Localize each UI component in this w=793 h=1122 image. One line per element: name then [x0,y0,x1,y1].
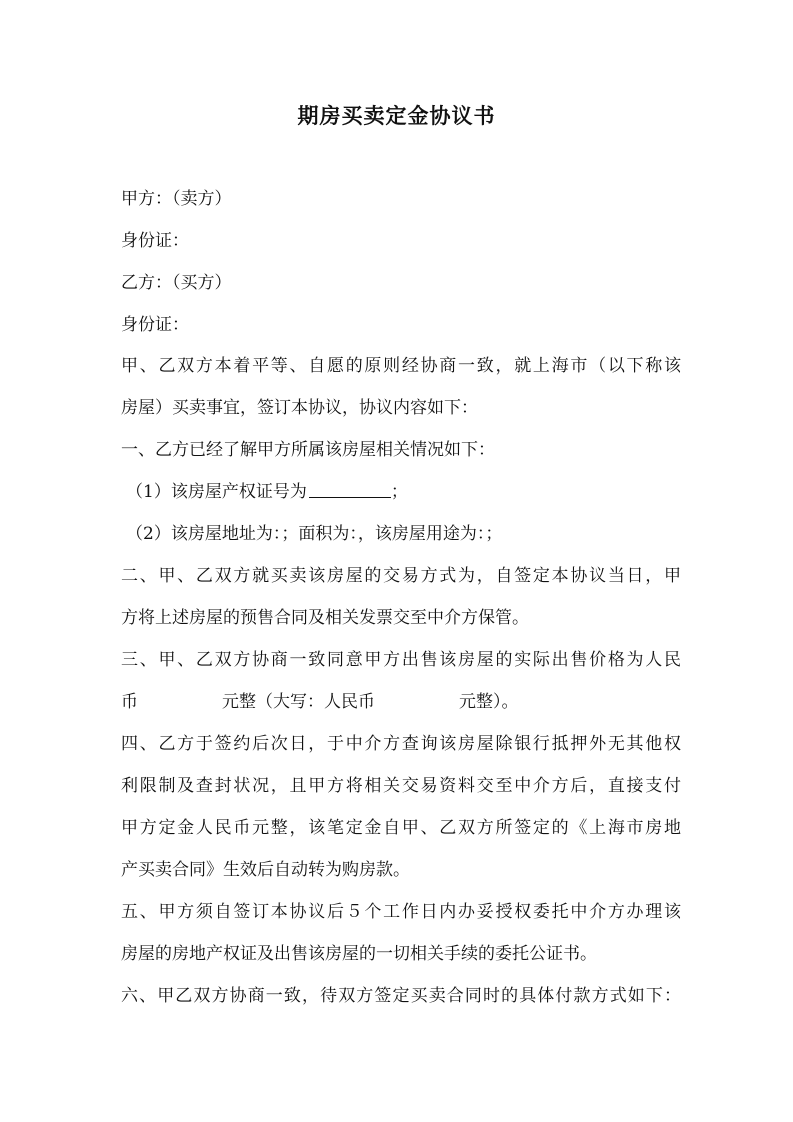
party-a-label: 甲方：（卖方） [121,189,232,209]
clause-3-currency: 币 [121,692,138,712]
party-a-id-label: 身份证： [121,231,189,251]
clause-3-line-2 [121,690,681,714]
clause-3-tail: 元整）。 [459,692,519,712]
clause-1-item-2: （2）该房屋地址为：；面积为：，该房屋用途为：； [126,524,503,544]
clause-4-line-4: 产买卖合同》生效后自动转为购房款。 [121,860,410,880]
clause-4-line-3: 甲方定金人民币元整，该笔定金自甲、乙双方所签定的《上海市房地 [121,818,681,838]
clause-6-line-1: 六、甲乙双方协商一致，待双方签定买卖合同时的具体付款方式如下： [121,986,681,1006]
certificate-number-blank [309,481,391,498]
document-title: 期房买卖定金协议书 [297,103,496,128]
intro-paragraph-line-2: 房屋）买卖事宜，签订本协议，协议内容如下： [121,398,478,418]
clause-2-line-2: 方将上述房屋的预售合同及相关发票交至中介方保管。 [121,608,529,628]
clause-5-line-2: 房屋的房地产权证及出售该房屋的一切相关手续的委托公证书。 [121,944,597,964]
party-b-id-label: 身份证： [121,315,189,335]
clause-2-line-1: 二、甲、乙双方就买卖该房屋的交易方式为，自签定本协议当日，甲 [121,566,681,586]
clause-5-line-1: 五、甲方须自签订本协议后５个工作日内办妥授权委托中介方办理该 [121,902,681,922]
clause-4-line-1: 四、乙方于签约后次日，于中介方查询该房屋除银行抵押外无其他权 [121,734,681,754]
clause-3-line-1: 三、甲、乙双方协商一致同意甲方出售该房屋的实际出售价格为人民 [121,650,681,670]
intro-paragraph-line-1: 甲、乙双方本着平等、自愿的原则经协商一致，就上海市（以下称该 [121,356,681,376]
clause-1-item-1-text: （1）该房屋产权证号为 [126,482,307,502]
clause-1-item-1 [126,480,686,504]
clause-4-line-2: 利限制及查封状况，且甲方将相关交易资料交至中介方后，直接支付 [121,776,681,796]
clause-1-heading: 一、乙方已经了解甲方所属该房屋相关情况如下： [121,440,495,460]
clause-1-item-1-tail: ； [390,482,408,502]
party-b-label: 乙方：（买方） [121,273,232,293]
clause-3-uppercase-label: 元整（大写：人民币 [222,692,375,712]
